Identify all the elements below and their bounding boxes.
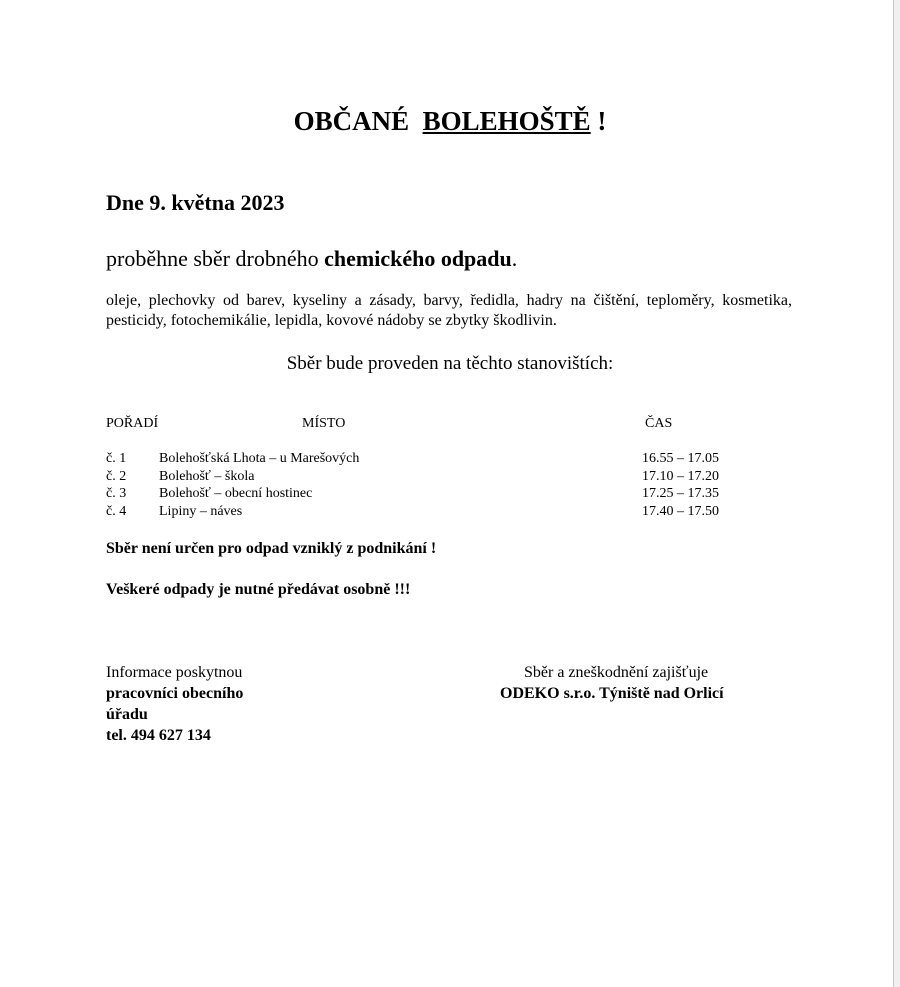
info-block xyxy=(106,662,306,746)
title-prefix: OBČANÉ xyxy=(293,106,410,136)
service-company: ODEKO s.r.o. Týniště nad Orlicí xyxy=(500,685,724,702)
table-row xyxy=(106,503,746,521)
stations-heading: Sběr bude proveden na těchto stanovištích: xyxy=(286,353,614,374)
row-place: Lipiny – náves xyxy=(159,503,243,519)
row-time: 17.25 – 17.35 xyxy=(642,486,719,501)
row-place: Bolehošť – škola xyxy=(159,468,255,484)
row-place: Bolehošťská Lhota – u Marešových xyxy=(159,451,360,466)
page-shadow xyxy=(894,0,900,987)
row-place: Bolehošť – obecní hostinec xyxy=(159,486,313,501)
title-town: BOLEHOŠTĚ xyxy=(422,106,591,136)
row-number: č. 4 xyxy=(106,503,127,519)
info-who-line2: úřadu xyxy=(106,706,148,723)
intro-line xyxy=(106,245,517,273)
info-who-line1: pracovníci obecního xyxy=(106,685,244,702)
service-label: Sběr a zneškodnění zajišťuje xyxy=(524,664,709,681)
intro-bold: chemického odpadu xyxy=(324,246,512,271)
service-block xyxy=(500,662,760,704)
row-number: č. 1 xyxy=(106,451,127,466)
table-row xyxy=(106,468,746,486)
header-place: MÍSTO xyxy=(302,416,346,431)
waste-items-list: oleje, plechovky od barev, kyseliny a zásady, barvy, ředidla, hadry na čištění, teploměry, kosmetika, pesticidy, fotochemikálie, lepidla, kovové nádoby se zbytky škodlivin. xyxy=(106,292,792,329)
row-time: 16.55 – 17.05 xyxy=(642,451,719,466)
info-phone: tel. 494 627 134 xyxy=(106,727,211,744)
title-suffix: ! xyxy=(597,106,607,136)
intro-after: . xyxy=(511,246,518,271)
schedule-table xyxy=(106,450,746,520)
note-in-person: Veškeré odpady je nutné předávat osobně !!! xyxy=(106,581,411,598)
header-time: ČAS xyxy=(645,416,673,431)
info-label: Informace poskytnou xyxy=(106,664,243,681)
row-time: 17.10 – 17.20 xyxy=(642,468,719,484)
page-title xyxy=(0,104,900,138)
table-row xyxy=(106,450,746,468)
row-number: č. 2 xyxy=(106,468,127,484)
collection-date: Dne 9. května 2023 xyxy=(106,190,285,215)
row-number: č. 3 xyxy=(106,486,127,501)
note-not-for-business: Sběr není určen pro odpad vzniklý z podnikání ! xyxy=(106,540,437,557)
header-order: POŘADÍ xyxy=(106,416,159,431)
row-time: 17.40 – 17.50 xyxy=(642,503,719,519)
intro-before: proběhne sběr drobného xyxy=(106,246,319,271)
table-row xyxy=(106,485,746,503)
